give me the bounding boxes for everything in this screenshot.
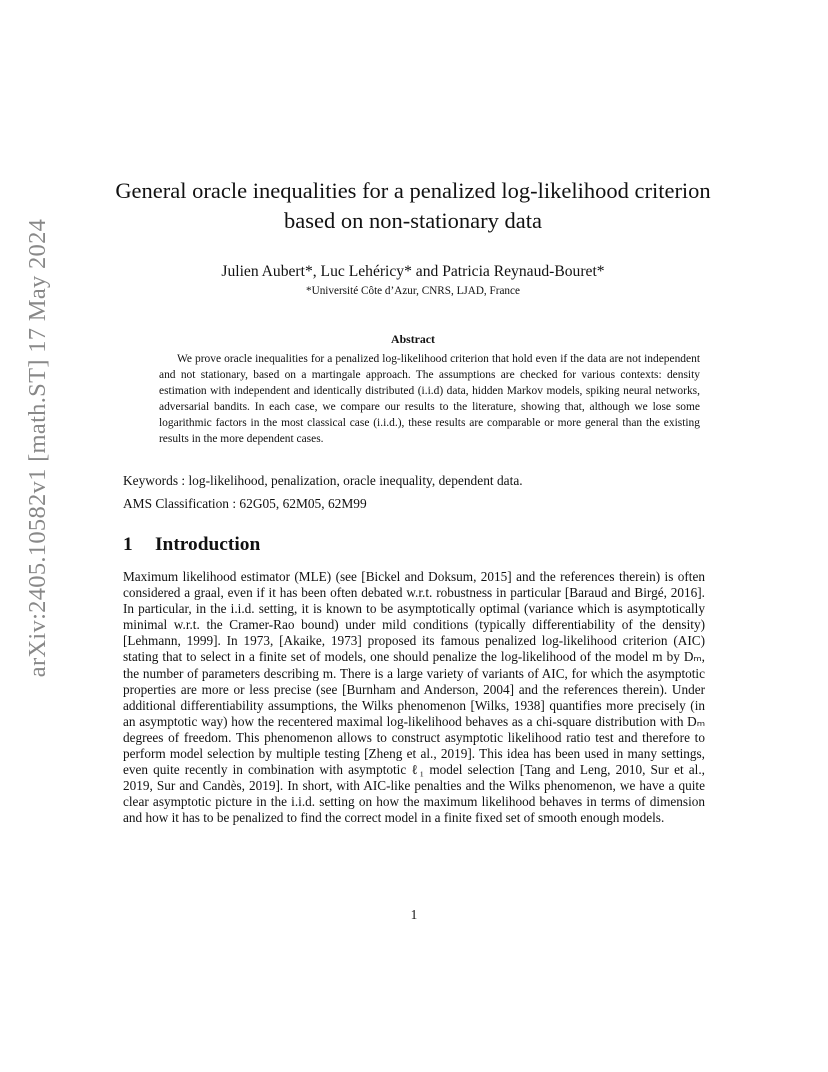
introduction-paragraph: Maximum likelihood estimator (MLE) (see [Bickel and Doksum, 2015] and the references therein) is often considered a graal, even if it has been often debated w.r.t. robustness in particular [Baraud and Birgé, 2016]. In particular, in the i.i.d. setting, it is known to be asymptotically optimal (variance which is asymptotically minimal w.r.t. the Cramer-Rao bound) under mild conditions (typically differentiability of the density) [Lehmann, 1999]. In 1973, [Akaike, 1973] proposed its famous penalized log-likelihood criterion (AIC) stating that to select in a finite set of models, one should penalize the log-likelihood of the model m by Dₘ, the number of parameters describing m. There is a large variety of variants of AIC, for which the asymptotic properties are more or less precise (see [Burnham and Anderson, 2004] and the references therein). Under additional differentiability assumptions, the Wilks phenomenon [Wilks, 1938] quantifies more precisely (in an asymptotic way) how the recentered maximal log-likelihood behaves as a chi-square distribution with Dₘ degrees of freedom. This phenomenon allows to construct asymptotic likelihood ratio test and therefore to perform model selection by multiple testing [Zheng et al., 2019]. This idea has been used in many settings, even quite recently in combination with asymptotic ℓ₁ model selection [Tang and Leng, 2010, Sur et al., 2019, Sur and Candès, 2019]. In short, with AIC-like penalties and the Wilks phenomenon, we have a quite clear asymptotic picture in the i.i.d. setting on how the maximum likelihood behaves in terms of dimension and how it has to be penalized to find the correct model in a finite fixed set of smooth enough models. <box>123 569 705 826</box>
section-title: Introduction <box>155 534 261 555</box>
paper-authors: Julien Aubert*, Luc Lehéricy* and Patricia Reynaud-Bouret* <box>221 263 605 280</box>
arxiv-stamp-text: arXiv:2405.10582v1 [math.ST] 17 May 2024 <box>24 218 51 678</box>
arxiv-stamp <box>14 218 62 678</box>
paper-affiliation: *Université Côte d’Azur, CNRS, LJAD, France <box>306 285 520 297</box>
page-number: 1 <box>410 907 418 922</box>
ams-classification-line: AMS Classification : 62G05, 62M05, 62M99 <box>123 496 367 511</box>
section-heading <box>123 534 260 556</box>
keywords-line: Keywords : log-likelihood, penalization, oracle inequality, dependent data. <box>123 473 523 488</box>
abstract-body: We prove oracle inequalities for a penalized log-likelihood criterion that hold even if the data are not independent and not stationary, based on a martingale approach. The assumptions are checked for various contexts: density estimation with independent and identically distributed (i.i.d) data, hidden Markov models, spiking neural networks, adversarial bandits. In each case, we compare our results to the literature, showing that, although we lose some logarithmic factors in the most classical case (i.i.d.), these results are comparable or more general than the existing results in the more dependent cases. <box>159 353 700 446</box>
section-number: 1 <box>123 534 133 555</box>
abstract-heading: Abstract <box>391 332 435 346</box>
paper-title: General oracle inequalities for a penalized log-likelihood criterion based on non-stationary data <box>115 178 711 233</box>
